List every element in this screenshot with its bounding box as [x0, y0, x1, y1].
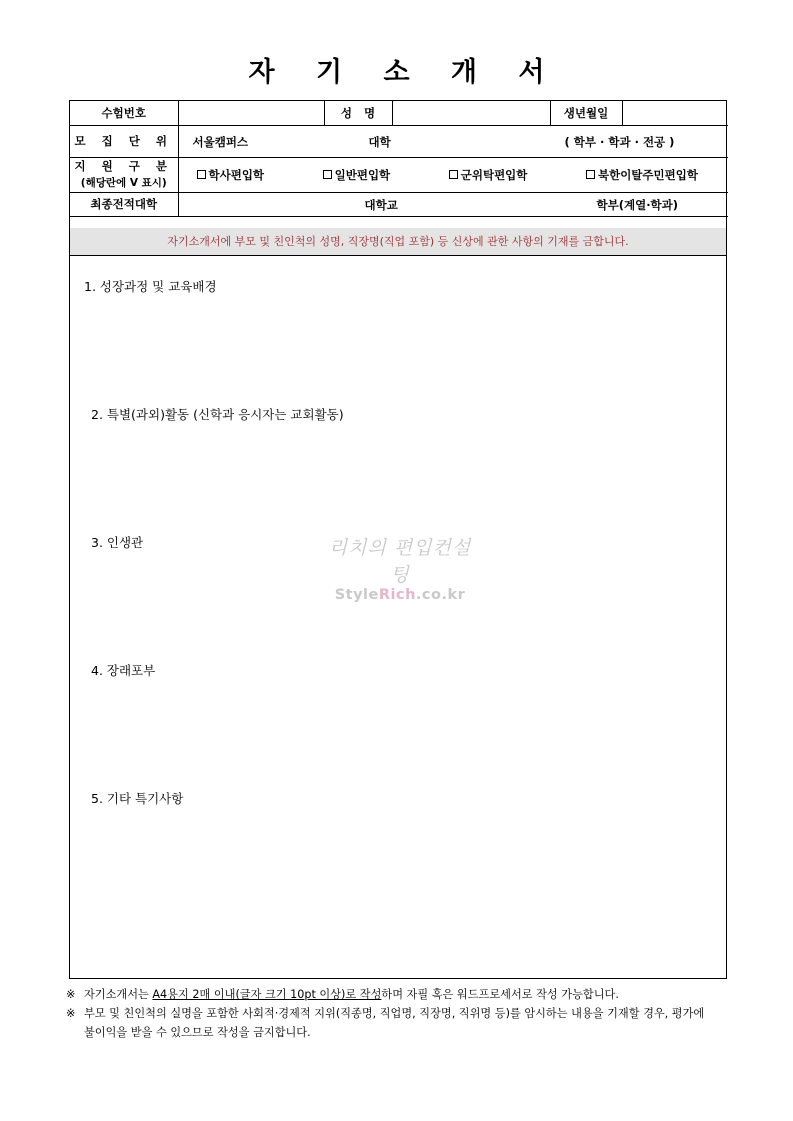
option-label: 군위탁편입학: [460, 167, 528, 182]
checkbox-icon[interactable]: [586, 170, 595, 179]
unit-label: 모 집 단 위: [70, 125, 178, 157]
unit-suffix: ( 학부 · 학과 · 전공 ): [564, 135, 675, 149]
footnote-text-cont: 불이익을 받을 수 있으므로 작성을 금지합니다.: [84, 1026, 311, 1039]
footnote-underlined: A4용지 2매 이내(글자 크기 10pt 이상)로 작성: [152, 988, 382, 1001]
last-univ-field[interactable]: [178, 192, 728, 216]
unit-field[interactable]: [178, 125, 728, 157]
last-univ-label: 최종전적대학: [70, 192, 178, 216]
name-label: 성 명: [324, 101, 392, 125]
checkbox-icon[interactable]: [449, 170, 458, 179]
footnote-1: [66, 985, 746, 1004]
checkbox-icon[interactable]: [197, 170, 206, 179]
option-bachelor-transfer[interactable]: [197, 167, 265, 183]
apply-type-label-line1: 지 원 구 분: [74, 158, 173, 173]
watermark-part: Style: [334, 587, 379, 603]
footnote-text: 하며 자필 혹은 워드프로세서로 작성 가능합니다.: [381, 988, 619, 1001]
name-field[interactable]: [392, 101, 550, 125]
watermark-line1: 리치의 편입컨설팅: [328, 537, 472, 586]
exam-number-label: 수험번호: [70, 101, 178, 125]
note-mark: ※: [66, 1007, 76, 1020]
application-form: [69, 100, 727, 979]
footnote-text: 자기소개서는: [84, 988, 153, 1001]
watermark-part: .co.kr: [415, 587, 466, 603]
option-label: 북한이탈주민편입학: [597, 167, 698, 182]
section-title: 2. 특별(과외)활동 (신학과 응시자는 교회활동): [91, 407, 344, 422]
college-suffix: 대학: [368, 135, 391, 149]
privacy-notice: 자기소개서에 부모 및 친인척의 성명, 직장명(직업 포함) 등 신상에 관한 사항의 기재를 금합니다.: [70, 228, 726, 256]
option-label: 학사편입학: [208, 167, 265, 182]
header-table: [70, 101, 728, 217]
campus-text: 서울캠퍼스: [192, 135, 249, 149]
apply-type-label-line2: (해당란에 V 표시): [80, 176, 167, 189]
watermark-accent: Rich: [378, 587, 416, 603]
option-military-transfer[interactable]: [449, 167, 528, 183]
apply-type-options: [178, 157, 728, 192]
birth-field[interactable]: [622, 101, 728, 125]
birth-label: 생년월일: [550, 101, 622, 125]
univ-suffix: 대학교: [364, 198, 398, 212]
footnote-text: 부모 및 친인척의 실명을 포함한 사회적·경제적 지위(직종명, 직업명, 직장명, 직위명 등)를 암시하는 내용을 기재할 경우, 평가에: [84, 1007, 705, 1020]
checkbox-icon[interactable]: [323, 170, 332, 179]
footnote-2: [66, 1004, 746, 1042]
section-title: 3. 인생관: [91, 535, 144, 550]
option-label: 일반편입학: [334, 167, 391, 182]
note-mark: ※: [66, 988, 76, 1001]
document-title: 자 기 소 개 서: [248, 57, 561, 88]
option-general-transfer[interactable]: [323, 167, 391, 183]
section-title: 4. 장래포부: [91, 663, 156, 678]
section-title: 1. 성장과정 및 교육배경: [84, 279, 217, 294]
dept-suffix: 학부(계열·학과): [596, 198, 679, 212]
apply-type-label: [70, 157, 178, 192]
section-title: 5. 기타 특기사항: [91, 791, 184, 806]
exam-number-field[interactable]: [178, 101, 324, 125]
option-defector-transfer[interactable]: [586, 167, 698, 183]
